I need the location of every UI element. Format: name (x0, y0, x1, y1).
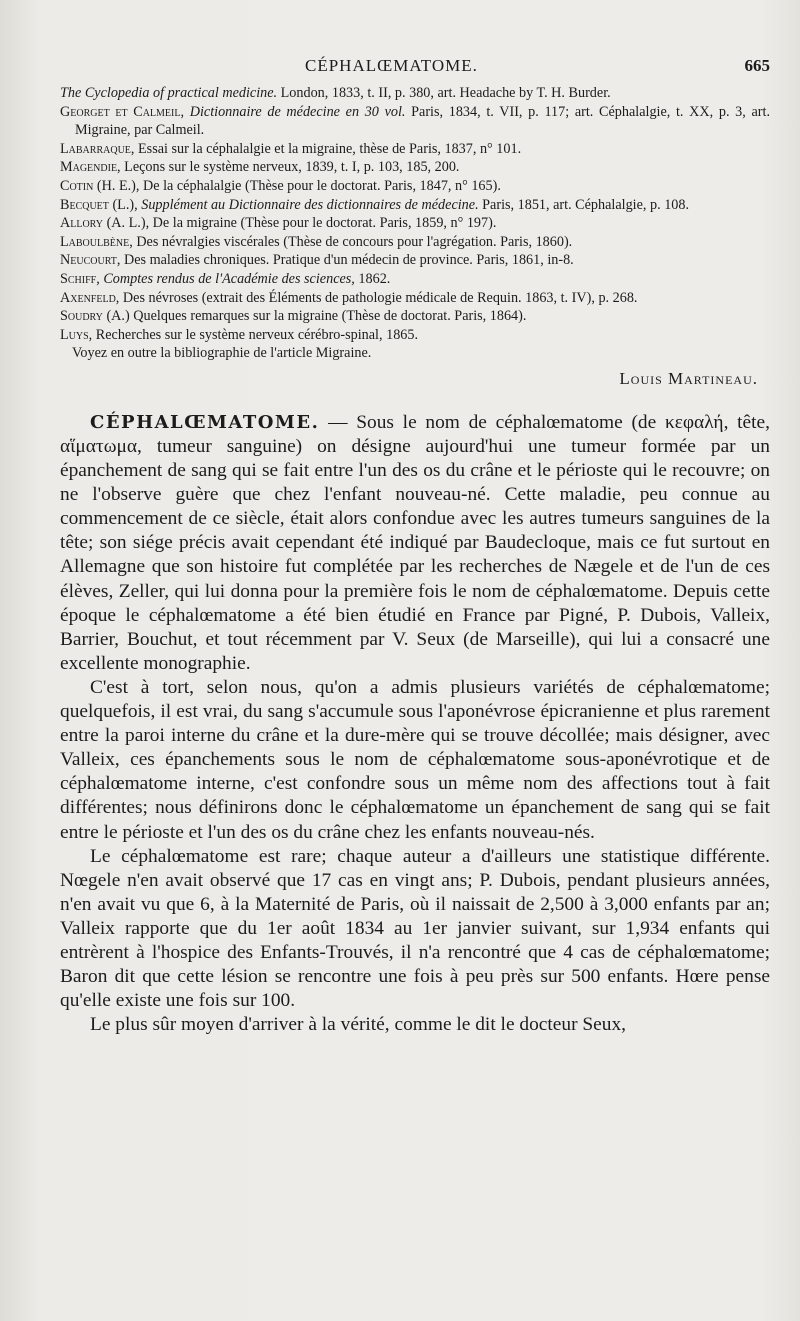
article-paragraph: Le céphalœmatome est rare; chaque auteur a d'ailleurs une statistique différente. Nœgele n'en avait observé que 17 cas en vingt ans; P. Dubois, pendant plusieurs années, n'en avait vu que 6, à la Maternité de Paris, où il naissait de 2,500 à 3,000 enfants par an; Valleix rapporte que du 1er août 1834 au 1er janvier suivant, sur 1,934 enfants qui entrèrent à l'hospice des Enfants-Trouvés, il n'a rencontré que 4 cas de céphalœmatome; Baron dit que cette lésion se rencontre une fois à peu près sur 500 enfants. Hœre pense qu'elle existe une fois sur 100. (60, 845, 770, 1012)
author-signature: Louis Martineau. (619, 368, 758, 388)
bib-entry: Cotin (H. E.), De la céphalalgie (Thèse pour le doctorat. Paris, 1847, n° 165). (60, 177, 501, 194)
bib-entry: Schiff, Comptes rendus de l'Académie des sciences, 1862. (60, 270, 391, 287)
running-head (60, 52, 770, 84)
article-paragraph: Le plus sûr moyen d'arriver à la vérité, comme le dit le docteur Seux, (90, 1014, 627, 1036)
article-paragraph: CÉPHALŒMATOME. — Sous le nom de céphalœmatome (de κεφαλή, tête, αἵματωμα, tumeur sanguine) on désigne aujourd'hui une tumeur formée par un épanchement de sang qui se fait entre l'un des os du crâne et le périoste qui le recouvre; on ne l'observe guère que chez l'enfant nouveau-né. Cette maladie, peu connue au commencement de ce siècle, était alors confondue avec les autres tumeurs sanguines de la tête; son siége précis avait cependant été indiqué par Baudecloque, mais ce fut surtout en Allemagne que son histoire fut complétée par les recherches de Nægele et de l'un de ces élèves, Zeller, qui lui donna pour la première fois le nom de céphalœmatome. Depuis cette époque le céphalœmatome a été bien étudié en France par Pigné, P. Dubois, Valleix, Barrier, Bouchut, et tout récemment par V. Seux (de Marseille), qui lui a consacré une excellente monographie. (60, 411, 770, 674)
bib-entry: Becquet (L.), Supplément au Dictionnaire des dictionnaires de médecine. Paris, 1851, art. Céphalalgie, p. 108. (60, 196, 690, 213)
bibliography (60, 84, 770, 363)
page-number: 665 (744, 56, 770, 75)
article-body (60, 411, 770, 1037)
bib-entry: Allory (A. L.), De la migraine (Thèse pour le doctorat. Paris, 1859, n° 197). (60, 215, 497, 232)
article-headword: CÉPHALŒMATOME. (90, 411, 320, 433)
bib-entry: Luys, Recherches sur le système nerveux cérébro-spinal, 1865. (60, 326, 419, 343)
bib-entry: Neucourt, Des maladies chroniques. Pratique d'un médecin de province. Paris, 1861, in-8. (60, 252, 574, 269)
running-title: CÉPHALŒMATOME. (305, 56, 478, 75)
bib-entry: Labarraque, Essai sur la céphalalgie et la migraine, thèse de Paris, 1837, n° 101. (60, 140, 522, 157)
bibliography-note: Voyez en outre la bibliographie de l'article Migraine. (72, 345, 372, 362)
bib-entry: Soudry (A.) Quelques remarques sur la migraine (Thèse de doctorat. Paris, 1864). (60, 308, 527, 325)
bib-entry: Magendie, Leçons sur le système nerveux, 1839, t. I, p. 103, 185, 200. (60, 159, 460, 176)
bib-entry: Georget et Calmeil, Dictionnaire de médecine en 30 vol. Paris, 1834, t. VII, p. 117; art. Céphalalgie, t. XX, p. 3, art. Migraine, par Calmeil. (60, 103, 771, 139)
bib-entry: Laboulbène, Des névralgies viscérales (Thèse de concours pour l'agrégation. Paris, 1860). (60, 233, 573, 250)
bib-entry: Axenfeld, Des névroses (extrait des Éléments de pathologie médicale de Requin. 1863, t. IV), p. 268. (60, 289, 638, 306)
bib-entry: The Cyclopedia of practical medicine. London, 1833, t. II, p. 380, art. Headache by T. H. Burder. (60, 85, 611, 101)
article-paragraph: C'est à tort, selon nous, qu'on a admis plusieurs variétés de céphalœmatome; quelquefois, il est vrai, du sang s'accumule sous l'aponévrose épicranienne et plus rarement entre la paroi interne du crâne et la dure-mère qui se trouve décollée; mais désigner, avec Valleix, ces épanchements sous le nom de céphalœmatome sous-aponévrotique et de céphalœmatome interne, c'est confondre sous un même nom des affections tout à fait différentes; nous définirons donc le céphalœmatome un épanchement de sang qui se fait entre le périoste et l'un des os du crâne chez les enfants nouveau-nés. (60, 676, 770, 843)
